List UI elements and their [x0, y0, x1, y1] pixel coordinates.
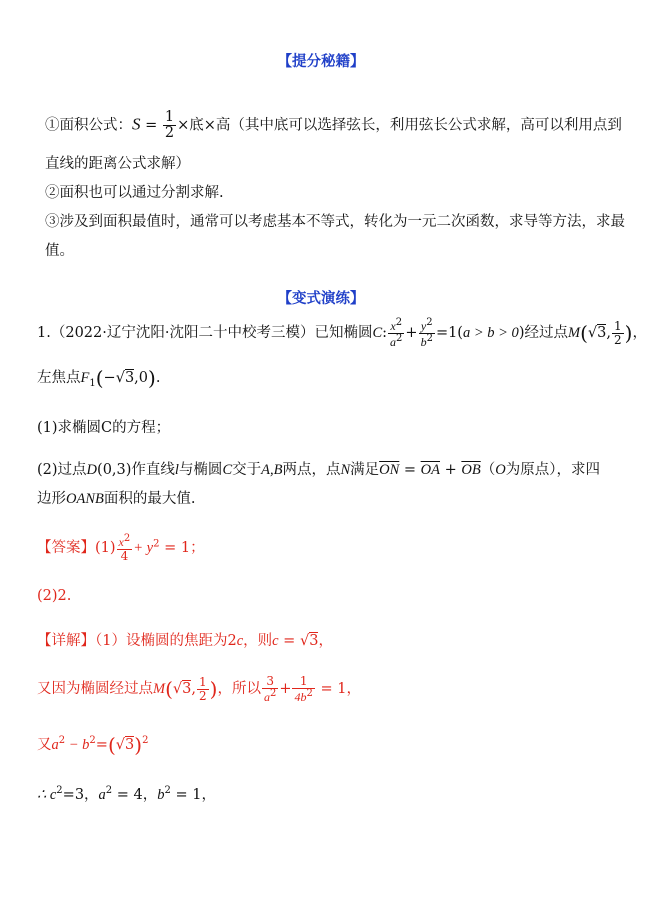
tips-heading: 【提分秘籍】: [277, 54, 365, 70]
point-M: M: [567, 325, 581, 342]
detail-f1-den: a: [263, 689, 270, 704]
detail-l3-a: 又: [37, 737, 52, 753]
half: [612, 320, 624, 346]
point-D-coords: (0,3): [97, 462, 132, 478]
colon: :: [382, 325, 388, 342]
answer-1-prefix: (1): [95, 540, 116, 557]
detail-l2-b: ，所以: [217, 681, 261, 698]
tip-3-line-1: ③涉及到面积最值时，通常可以考虑基本不等式，转化为一元二次函数，求导等方法，求最: [45, 214, 625, 230]
points-AB: A,B: [261, 462, 283, 478]
q2-text-h: 为原点），求四: [505, 462, 600, 478]
frac-denominator: 2: [164, 125, 175, 142]
line-l: l: [174, 462, 179, 478]
detail-l1: （1）设椭圆的焦距为2: [95, 633, 237, 649]
origin-O: O: [495, 462, 506, 478]
answer-2: (2)2.: [37, 588, 72, 604]
left-focus-label: 左焦点: [37, 370, 81, 386]
one-half-fraction: [163, 110, 176, 141]
tip-2: ②面积也可以通过分割求解.: [45, 185, 224, 201]
detail-half: [197, 676, 209, 702]
detail-sqrt3: 3: [182, 681, 192, 698]
answer-x: x: [118, 535, 124, 549]
x2-over-a2: $\frac{x^2}{a^2}$: [390, 317, 403, 349]
focus-F: F: [80, 370, 90, 386]
tip-1-line-2: 直线的距离公式求解）: [45, 156, 190, 172]
q2-text-f: 满足: [350, 462, 380, 478]
detail-line-1: 【详解】（1）设椭圆的焦距为2c，则c = √3，: [37, 633, 333, 649]
problem-number: 1.: [37, 325, 51, 342]
detail-half-den: 2: [199, 688, 207, 703]
problem-line-2: 左焦点$F_1(-√3,0)$.: [37, 366, 161, 390]
question-2-line-2: [37, 487, 195, 508]
detail-l4-a: a: [98, 787, 106, 803]
q2-text-b: 作直线: [131, 462, 175, 478]
detail-frac-1: $\frac{3}{a^2}$: [263, 674, 277, 704]
detail-l3-radicand: 3: [125, 737, 135, 753]
detail-radicand: 3: [309, 633, 319, 649]
q2-text-a: (2)过点: [37, 462, 87, 478]
answer-line-1: 【答案】(1) $\frac{x^2}{4}$ + $y^2 = 1$；: [37, 533, 205, 563]
q2-line2-b: 面积的最大值.: [103, 491, 196, 507]
answer-den: 4: [120, 548, 129, 563]
tip-1-rest: ×底×高（其中底可以选择弦长，利用弦长公式求解，高可以利用点到: [177, 117, 622, 134]
detail-eq: =: [278, 633, 300, 649]
detail-l4-b: =3，: [62, 787, 99, 803]
tip-1: [45, 110, 622, 141]
comma: ，: [632, 325, 647, 342]
ellipse-C-2: C: [222, 462, 233, 478]
vector-ON: $\overline{ON}$: [379, 462, 400, 478]
answer-eq: = 1；: [159, 540, 205, 557]
answer-fraction: $\frac{x^2}{4}$: [118, 533, 131, 563]
tip-3-line-2: 值。: [45, 243, 74, 259]
y2-over-b2: $\frac{y^2}{b^2}$: [420, 317, 433, 349]
problem-line-1: 1.（2022·辽宁沈阳·沈阳二十中校考三模）已知椭圆C: $\frac{x^2}{a^2}$ + $\frac{y^2}{b^2}$ =1(a > b > 0)经过点M(√3, $\frac{1}{2}$ )，: [37, 317, 647, 349]
question-1: (1)求椭圆C的方程；: [37, 420, 171, 436]
sqrt-radicand: 3: [597, 325, 607, 342]
vector-OB: $\overline{OB}$: [461, 462, 481, 478]
answer-y: + y: [133, 540, 154, 557]
half-num: 1: [613, 319, 622, 333]
detail-l4-c: ∴ c: [37, 787, 57, 803]
quad-OANB: OANB: [66, 491, 104, 507]
detail-l1-b: ，则: [243, 633, 273, 649]
period: .: [155, 370, 161, 386]
detail-f2-num: 1: [292, 675, 314, 689]
condition: a > b > 0: [462, 325, 519, 342]
point-D: D: [86, 462, 98, 478]
tip-1-prefix: ①面积公式：: [45, 117, 132, 134]
detail-l2-eq: = 1，: [315, 681, 361, 698]
equals-one: =1(: [435, 325, 463, 342]
detail-l1-end: ，: [318, 633, 333, 649]
q2-text-d: 交于: [232, 462, 262, 478]
detail-line-4: ∴ $c^2=3$，$a^2 = 4$，$b^2 = 1$，: [37, 785, 216, 803]
answer-label: 【答案】: [37, 540, 95, 557]
detail-line-2: 又因为椭圆经过点M(√3, $\frac{1}{2}$ )，所以 $\frac{3}{a^2}$ + $\frac{1}{4b^2}$ = 1，: [37, 674, 361, 704]
q2-text-c: 与椭圆: [178, 462, 223, 478]
equals-sign: =: [140, 117, 162, 134]
focus-radicand: 3: [124, 370, 135, 386]
detail-l3-b2: − b: [65, 737, 90, 753]
b-var: b: [420, 334, 427, 349]
detail-label: 【详解】: [37, 633, 95, 649]
detail-l3-eq: =: [95, 737, 108, 753]
detail-l4-d: = 1，: [170, 787, 216, 803]
frac-numerator: 1: [164, 109, 175, 125]
passes-through: 经过点: [524, 325, 568, 342]
practice-heading: 【变式演练】: [277, 291, 365, 307]
paren-close: ): [518, 325, 525, 342]
detail-line-3: 又$a^2 - b^2=(√3)^2$: [37, 733, 149, 757]
question-2-line-1: (2)过点D(0,3)作直线l与椭圆C交于A,B两点，点N满足$\overline{ON} = \overline{OA} + \overline{OB}(O$为原点），求四: [37, 462, 600, 478]
detail-half-num: 1: [199, 675, 207, 689]
detail-f1-num: 3: [262, 675, 278, 689]
vector-OA: $\overline{OA}$: [420, 462, 440, 478]
problem-source: （2022·辽宁沈阳·沈阳二十中校考三模）已知椭圆: [50, 325, 373, 342]
detail-l4-c-eq: = 4，: [112, 787, 158, 803]
x-var: x: [390, 319, 396, 333]
q2-line2-a: 边形: [37, 491, 66, 507]
q2-text-e: 两点，点: [282, 462, 341, 478]
half-den: 2: [613, 332, 622, 347]
point-N: N: [340, 462, 351, 478]
detail-l3-a2: a: [51, 737, 59, 753]
detail-c2: c: [272, 633, 279, 649]
area-symbol: S: [132, 114, 141, 134]
detail-frac-2: $\frac{1}{4b^2}$: [294, 674, 313, 704]
q2-text-g: （: [480, 462, 496, 478]
a-var: a: [390, 334, 397, 349]
detail-point-M: M: [153, 681, 166, 698]
detail-f2-den: 4b: [294, 689, 307, 704]
detail-l4-b2: b: [157, 787, 165, 803]
y-var: y: [420, 319, 427, 333]
detail-l2-a: 又因为椭圆经过点: [37, 681, 153, 698]
focus-subscript: 1: [89, 377, 96, 389]
detail-c: c: [236, 633, 244, 649]
sqrt-3: √3: [587, 325, 607, 342]
ellipse-C: C: [372, 325, 383, 342]
